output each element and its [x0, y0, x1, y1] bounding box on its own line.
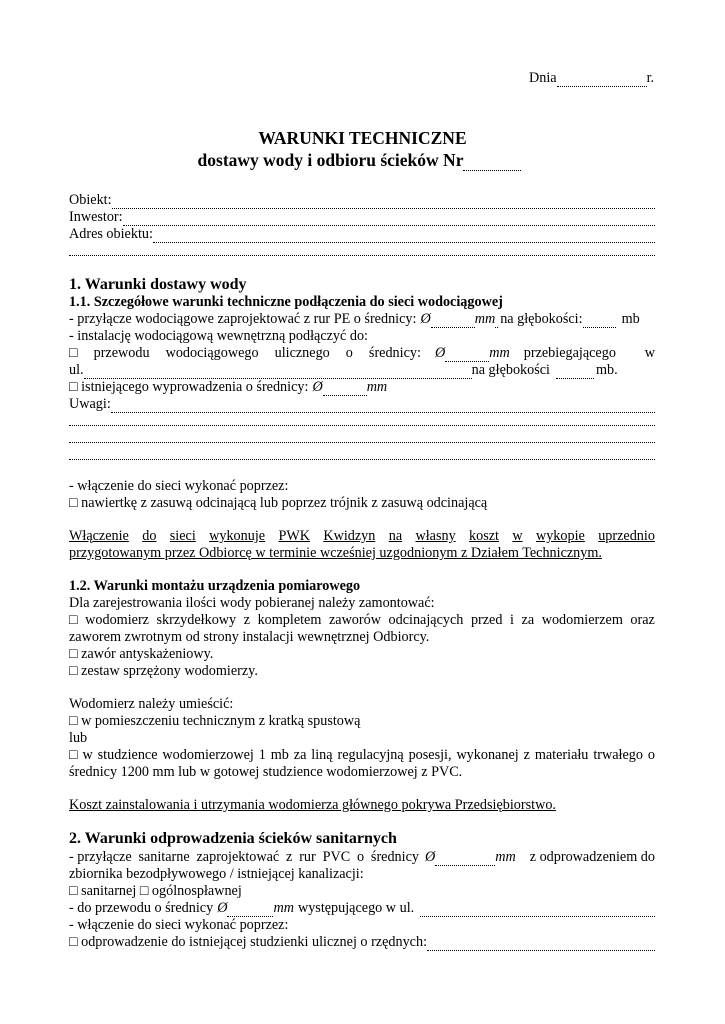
- field-adres-extra-blank[interactable]: [69, 243, 655, 256]
- section1-1-heading: 1.1. Szczegółowe warunki techniczne podłączenia do sieci wodociągowej: [69, 294, 503, 310]
- street-depth-blank[interactable]: [556, 366, 594, 379]
- sewer-street-label: występującego w ul.: [297, 900, 415, 916]
- meter-option1-line1: [69, 612, 655, 629]
- sewer-line4-text: - do przewodu o średnicy: [69, 900, 214, 916]
- word: wodomierz: [85, 612, 149, 628]
- word: kompletem: [257, 612, 322, 628]
- ul-label: ul.: [69, 362, 84, 378]
- street-option-words: [69, 345, 421, 362]
- word: PWK: [278, 528, 310, 544]
- word: mb: [270, 747, 289, 763]
- word: i: [510, 612, 514, 628]
- word: wodomierzem: [541, 612, 623, 628]
- sewer-street-blank[interactable]: [420, 904, 655, 917]
- install-line: - instalację wodociągową wewnętrzną podłączyć do:: [69, 328, 368, 344]
- word: średnicy: [370, 849, 419, 865]
- placement-option1: □ w pomieszczeniu technicznym z kratką spustową: [69, 713, 361, 729]
- meter-option3: □ zestaw sprzężony wodomierzy.: [69, 663, 258, 679]
- word: odcinających: [388, 612, 464, 628]
- section1-heading: 1. Warunki dostawy wody: [69, 276, 247, 293]
- section1-2-heading: 1.2. Warunki montażu urządzenia pomiarowego: [69, 578, 361, 594]
- sewer-line4: [69, 900, 655, 917]
- word: liną: [311, 747, 333, 763]
- uwagi-line: [69, 396, 655, 413]
- pe-line: [69, 311, 655, 328]
- word: zaprojektować: [196, 849, 280, 865]
- word: przed: [470, 612, 503, 628]
- diameter-symbol: Ø: [312, 379, 323, 395]
- field-adres-extra: [69, 243, 655, 256]
- uwagi-blank[interactable]: [69, 430, 655, 443]
- meter-option1-line2: zaworem zwrotnym od strony instalacji wewnętrznej Odbiorcy.: [69, 629, 430, 645]
- mm-unit: mm: [489, 345, 510, 361]
- section2-heading: 2. Warunki odprowadzenia ścieków sanitarnych: [69, 830, 397, 847]
- word: wykopie: [535, 528, 585, 544]
- street-ul-line: [69, 362, 655, 379]
- subtitle-text: dostawy wody i odbioru ścieków Nr: [197, 150, 464, 170]
- uwagi-blank[interactable]: [69, 447, 655, 460]
- word: średnicy:: [368, 345, 421, 361]
- sewer-line1: [69, 849, 655, 866]
- word: o: [647, 747, 655, 763]
- mm-unit: mm: [474, 311, 496, 327]
- field-adres-blank[interactable]: [153, 230, 655, 243]
- word: 1: [258, 747, 266, 763]
- pe-depth-label: na głębokości:: [500, 311, 583, 327]
- sewer-line3: □ sanitarnej □ ogólnospławnej: [69, 883, 242, 899]
- checkbox-well[interactable]: □: [69, 747, 78, 763]
- existing-option-text: □ istniejącego wyprowadzenia o średnicy:: [69, 379, 309, 395]
- connect-option-line: □ nawiertkę z zasuwą odcinającą lub poprzez trójnik z zasuwą odcinającą: [69, 495, 488, 511]
- pe-line-text: - przyłącze wodociągowe zaprojektować z rur PE o średnicy:: [69, 311, 417, 327]
- word: posesji,: [408, 747, 452, 763]
- word: Kwidzyn: [323, 528, 376, 544]
- field-adres-label: Adres obiektu:: [69, 226, 153, 242]
- date-label: Dnia: [529, 70, 557, 86]
- word: zaworów: [328, 612, 381, 628]
- word: wykonanej: [456, 747, 519, 763]
- existing-option-line: [69, 379, 655, 396]
- mm-unit: mm: [366, 379, 388, 395]
- depth-label: na głębokości: [471, 362, 550, 378]
- word: ulicznego: [274, 345, 330, 361]
- diameter-symbol: Ø: [425, 849, 436, 865]
- word: skrzydełkowy: [156, 612, 237, 628]
- word: własny: [415, 528, 456, 544]
- field-inwestor-label: Inwestor:: [69, 209, 123, 225]
- sewer-line5: - włączenie do sieci wykonać poprzez:: [69, 917, 289, 933]
- uwagi-blank[interactable]: [111, 400, 655, 413]
- word: z: [523, 747, 530, 763]
- field-inwestor-blank[interactable]: [123, 213, 655, 226]
- word: koszt: [469, 528, 499, 544]
- word: sieci: [169, 528, 196, 544]
- word: Włączenie: [69, 528, 129, 544]
- word: wykonuje: [209, 528, 266, 544]
- word: w: [512, 528, 523, 544]
- uwagi-extra-1: [69, 413, 655, 426]
- field-obiekt-label: Obiekt:: [69, 192, 112, 208]
- word: w: [644, 345, 655, 361]
- sewer-ordinates-blank[interactable]: [427, 938, 655, 951]
- cost-note: Koszt zainstalowania i utrzymania wodomierza głównego pokrywa Przedsiębiorstwo.: [69, 797, 556, 813]
- mb-unit: mb: [621, 311, 640, 327]
- word: w: [82, 747, 93, 763]
- connect-via-line: - włączenie do sieci wykonać poprzez:: [69, 478, 289, 494]
- word: materiału: [534, 747, 589, 763]
- sewer-pipe-diameter-blank[interactable]: [227, 904, 273, 917]
- uwagi-label: Uwagi:: [69, 396, 111, 412]
- word: oraz: [630, 612, 655, 628]
- date-blank[interactable]: [557, 74, 647, 87]
- sewer-diameter-blank[interactable]: [435, 853, 495, 866]
- connection-note-line1: [69, 528, 655, 545]
- word: studzience: [97, 747, 158, 763]
- word: o: [357, 849, 365, 865]
- diameter-symbol: Ø: [217, 900, 228, 916]
- mm-unit: mm: [495, 849, 516, 865]
- sewer-line2: zbiornika bezodpływowego / istniejącej kanalizacji:: [69, 866, 364, 882]
- date-suffix: r.: [646, 70, 655, 86]
- street-diameter-blank[interactable]: [445, 349, 489, 362]
- mb-unit: mb.: [596, 362, 618, 378]
- date-line: [529, 70, 654, 87]
- word: o: [345, 345, 353, 361]
- word: trwałego: [593, 747, 643, 763]
- uwagi-blank[interactable]: [69, 413, 655, 426]
- word: za: [521, 612, 535, 628]
- meter-intro: Dla zarejestrowania ilości wody pobieranej należy zamontować:: [69, 595, 435, 611]
- document-title: WARUNKI TECHNICZNE: [258, 128, 467, 148]
- word: wodociągowego: [165, 345, 259, 361]
- word: do: [142, 528, 157, 544]
- meter-option2: □ zawór antyskażeniowy.: [69, 646, 214, 662]
- document-subtitle: [0, 150, 725, 171]
- word: przewodu: [93, 345, 150, 361]
- word: przebiegającego: [523, 345, 616, 361]
- field-adres: [69, 226, 655, 243]
- pe-depth-blank[interactable]: [583, 315, 616, 328]
- checkbox-meter-wing[interactable]: □: [69, 612, 78, 628]
- uwagi-extra-3: [69, 447, 655, 460]
- connection-note-line2: przygotowanym przez Odbiorcę w terminie wcześniej uzgodnionym z Działem Technicznym.: [69, 545, 602, 561]
- word: wodomierzowej: [162, 747, 254, 763]
- uwagi-extra-2: [69, 430, 655, 443]
- sewer-line6: [69, 934, 655, 951]
- field-obiekt: [69, 192, 655, 209]
- pe-diameter-blank[interactable]: [431, 315, 475, 328]
- word: z: [243, 612, 250, 628]
- field-inwestor: [69, 209, 655, 226]
- word: regulacyjną: [337, 747, 404, 763]
- number-blank[interactable]: [463, 157, 521, 171]
- word: na: [388, 528, 403, 544]
- placement-option2-line1: [69, 747, 655, 764]
- street-tail-words: [524, 345, 655, 362]
- street-option-line: [69, 345, 655, 362]
- placement-or: lub: [69, 730, 88, 746]
- sewer-line6-text: □ odprowadzenie do istniejącej studzienki ulicznej o rzędnych:: [69, 934, 428, 950]
- field-obiekt-blank[interactable]: [112, 196, 655, 209]
- existing-diameter-blank[interactable]: [323, 383, 367, 396]
- sewer-line1-words: [69, 849, 419, 866]
- sewer-line1-tail: z odprowadzeniem do: [529, 849, 655, 865]
- word: sanitarne: [138, 849, 190, 865]
- diameter-symbol: Ø: [435, 345, 446, 361]
- word: za: [293, 747, 307, 763]
- word: - przyłącze: [69, 849, 132, 865]
- checkbox-street[interactable]: □: [69, 345, 78, 361]
- diameter-symbol: Ø: [420, 311, 431, 327]
- word: PVC: [322, 849, 351, 865]
- placement-option2-line2: średnicy 1200 mm lub w gotowej studzience wodomierzowej z PVC.: [69, 764, 463, 780]
- word: z: [286, 849, 293, 865]
- word: uprzednio: [598, 528, 655, 544]
- placement-intro: Wodomierz należy umieścić:: [69, 696, 234, 712]
- pe-sep: [495, 315, 498, 328]
- word: rur: [299, 849, 316, 865]
- mm-unit: mm: [273, 900, 294, 916]
- street-name-blank[interactable]: [84, 366, 472, 379]
